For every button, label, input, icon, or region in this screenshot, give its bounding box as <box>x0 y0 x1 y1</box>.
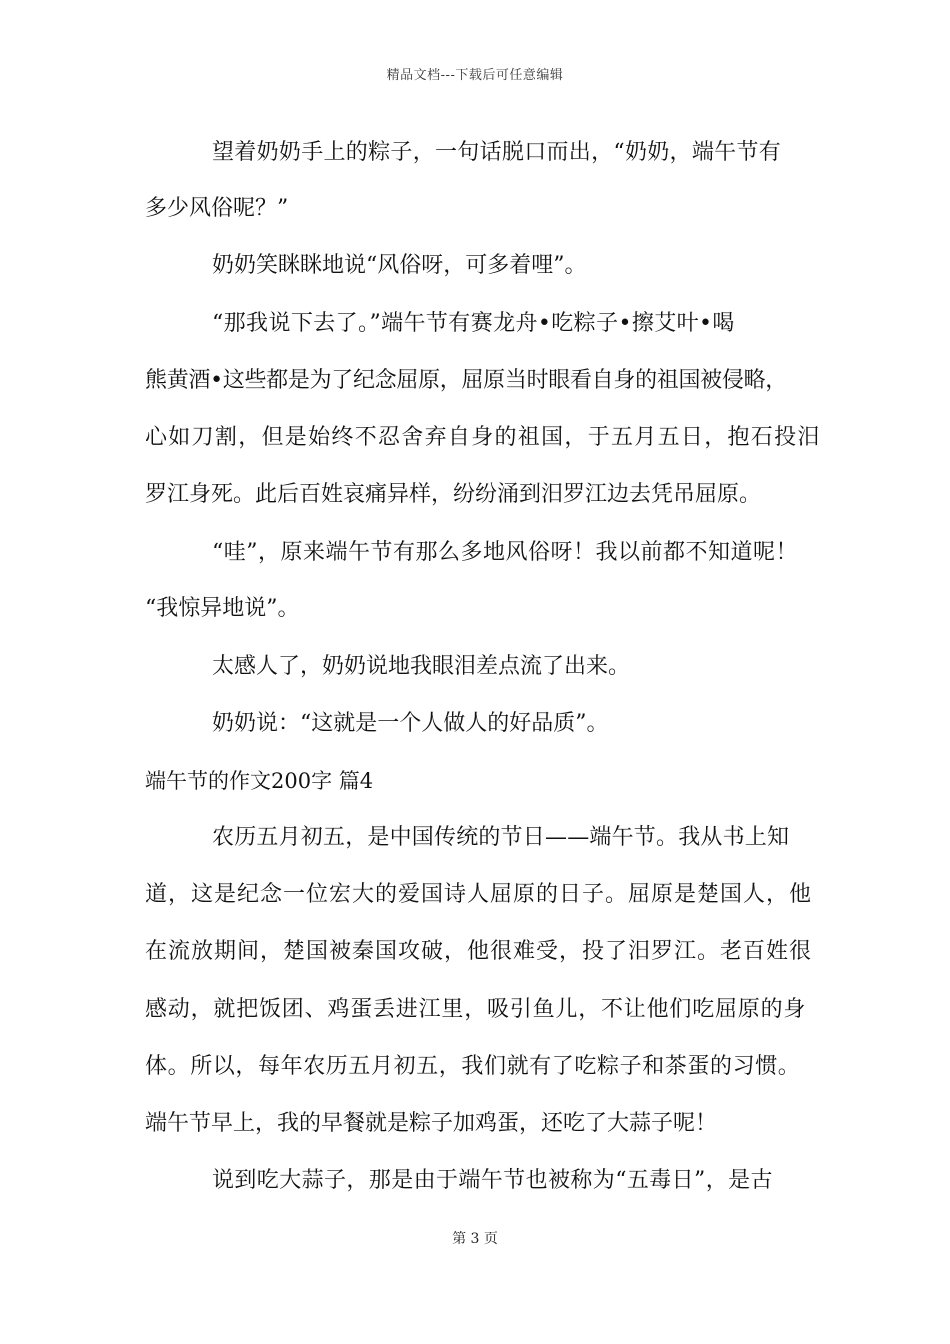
paragraph-line: 太感人了，奶奶说地我眼泪差点流了出来。 <box>212 654 631 679</box>
paragraph-line: 感动，就把饭团、鸡蛋丢进江里，吸引鱼儿，不让他们吃屈原的身 <box>145 997 807 1022</box>
paragraph-line: “我惊异地说”。 <box>145 596 300 621</box>
paragraph-line: 农历五月初五，是中国传统的节日——端午节。我从书上知 <box>212 825 790 850</box>
paragraph-line: 熊黄酒•这些都是为了纪念屈原，屈原当时眼看自身的祖国被侵略， <box>145 368 787 393</box>
paragraph-line: 端午节早上，我的早餐就是粽子加鸡蛋，还吃了大蒜子呢！ <box>145 1111 718 1136</box>
paragraph-line: 罗江身死。此后百姓哀痛异样，纷纷涌到汨罗江边去凭吊屈原。 <box>145 482 762 507</box>
paragraph-line: 心如刀割，但是始终不忍舍弃自身的祖国，于五月五日，抱石投汨 <box>145 425 821 450</box>
page-header: 精品文档---下载后可任意编辑 <box>386 68 564 83</box>
section-heading: 端午节的作文200字 篇4 <box>145 769 374 793</box>
paragraph-line: 在流放期间，楚国被秦国攻破，他很难受，投了汨罗江。老百姓很 <box>145 939 813 964</box>
paragraph-line: “那我说下去了。”端午节有赛龙舟•吃粽子•擦艾叶•喝 <box>212 311 735 336</box>
paragraph-line: “哇”，原来端午节有那么多地风俗呀！我以前都不知道呢！ <box>212 540 798 565</box>
paragraph-line: 道，这是纪念一位宏大的爱国诗人屈原的日子。屈原是楚国人，他 <box>145 882 813 907</box>
paragraph-line: 说到吃大蒜子，那是由于端午节也被称为“五毒日”，是古 <box>212 1168 773 1193</box>
paragraph-line: 奶奶说：“这就是一个人做人的好品质”。 <box>212 711 609 736</box>
paragraph-line: 多少风俗呢？” <box>145 196 289 221</box>
page-number: 第 3 页 <box>452 1231 498 1247</box>
paragraph-line: 奶奶笑眯眯地说“风俗呀，可多着哩”。 <box>212 253 587 278</box>
paragraph-line: 望着奶奶手上的粽子，一句话脱口而出，“奶奶，端午节有 <box>212 140 782 165</box>
paragraph-line: 体。所以，每年农历五月初五，我们就有了吃粽子和茶蛋的习惯。 <box>145 1054 801 1079</box>
